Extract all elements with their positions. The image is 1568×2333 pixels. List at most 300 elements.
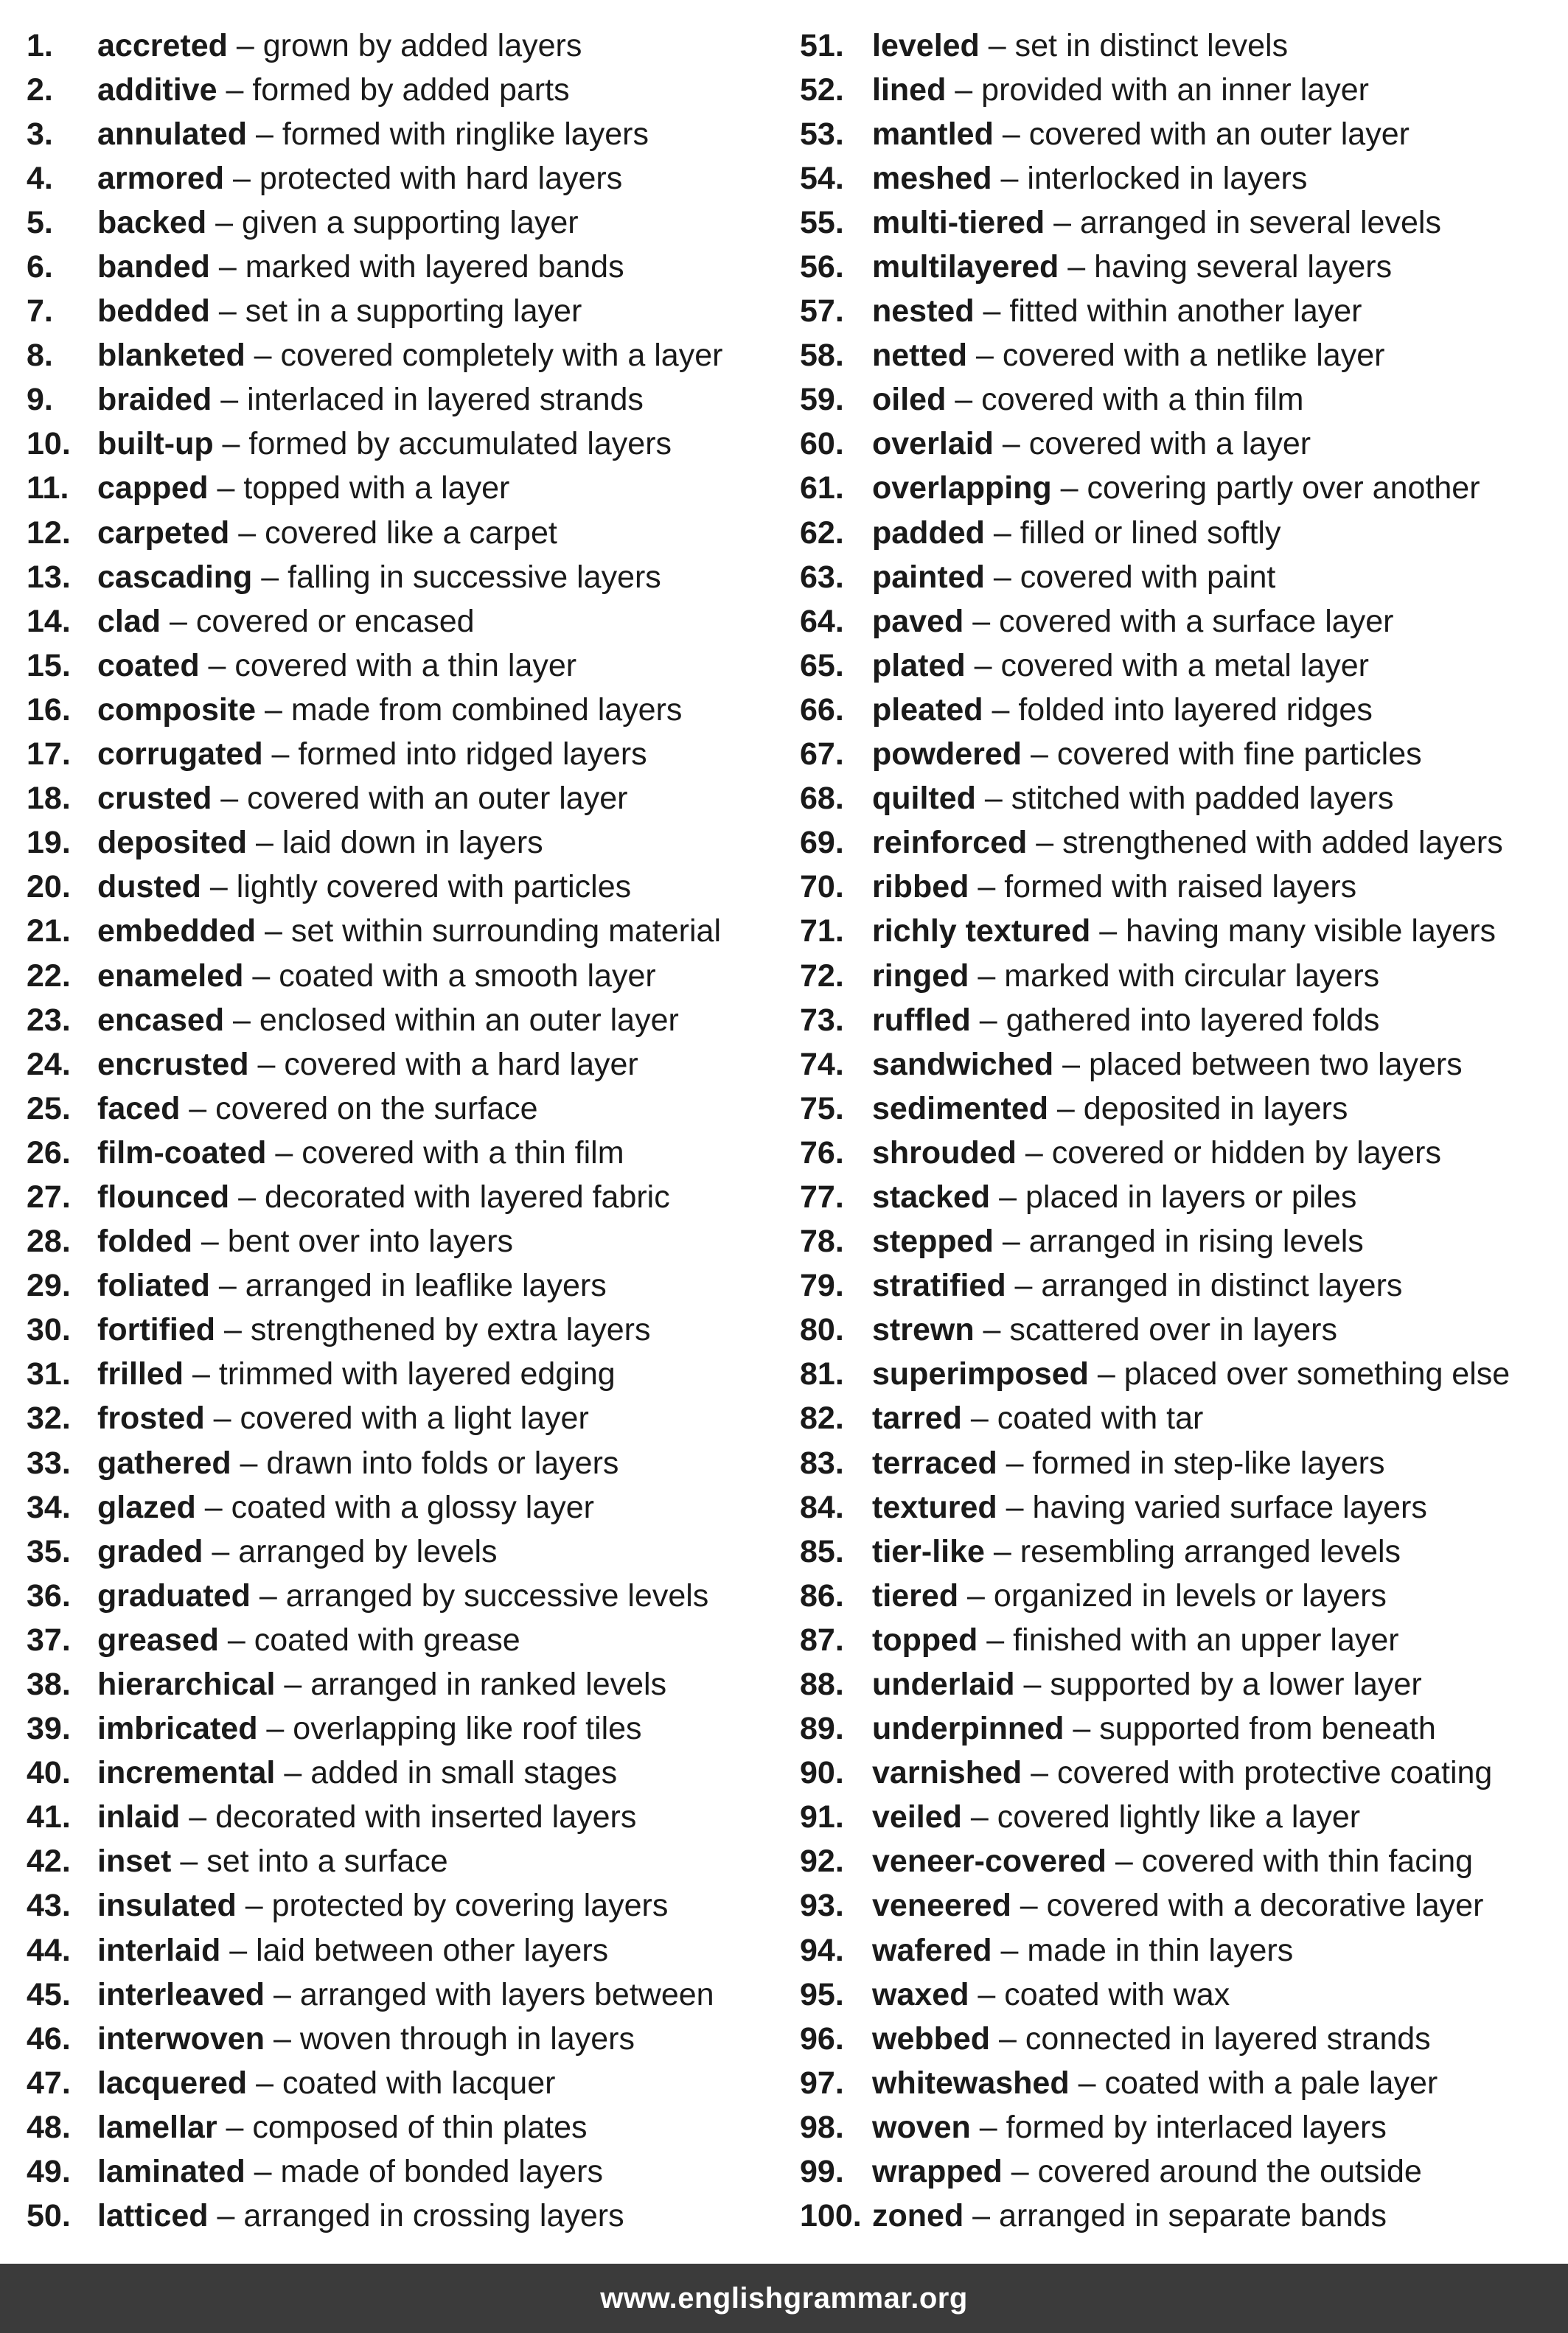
item-definition: covering partly over another [1087, 470, 1480, 506]
item-word: encrusted [97, 1046, 249, 1082]
item-definition: arranged in several levels [1079, 204, 1441, 240]
item-definition: arranged with layers between [299, 1976, 714, 2012]
list-item [800, 1973, 1563, 2017]
list-item [800, 1087, 1563, 1131]
item-separator: – [203, 1533, 239, 1569]
item-word: foliated [97, 1268, 210, 1304]
item-number: 39. [27, 1711, 71, 1747]
item-number: 29. [27, 1268, 71, 1304]
item-number: 17. [27, 736, 71, 773]
item-text [872, 251, 1392, 283]
item-definition: added in small stages [310, 1755, 618, 1791]
item-text [97, 27, 582, 63]
item-number: 52. [800, 72, 844, 108]
item-word: overlapping [872, 470, 1052, 506]
list-item [27, 644, 786, 688]
item-definition: enclosed within an outer layer [259, 1002, 679, 1038]
item-definition: having varied surface layers [1032, 1489, 1427, 1525]
list-item [27, 2194, 786, 2239]
list-item [800, 2105, 1563, 2149]
item-definition: protected by covering layers [271, 1888, 669, 1924]
list-item [27, 1308, 786, 1353]
item-word: additive [97, 72, 217, 108]
item-separator: – [229, 1179, 265, 1215]
item-text [872, 1669, 1422, 1701]
item-separator: – [265, 1976, 300, 2012]
item-definition: grown by added layers [262, 27, 582, 63]
item-separator: – [1006, 1268, 1042, 1304]
item-text [872, 384, 1304, 416]
item-separator: – [1069, 2065, 1105, 2101]
item-text [97, 1533, 498, 1569]
item-number: 64. [800, 603, 844, 639]
item-number: 3. [27, 116, 53, 152]
item-separator: – [212, 382, 248, 418]
list-item [800, 644, 1563, 688]
item-word: interleaved [97, 1976, 265, 2012]
item-definition: coated with lacquer [282, 2065, 556, 2101]
item-word: quilted [872, 781, 976, 817]
item-number: 74. [800, 1046, 844, 1082]
item-number: 10. [27, 426, 71, 462]
list-item [27, 1928, 786, 1973]
item-number: 82. [800, 1401, 844, 1437]
item-text [872, 2065, 1438, 2101]
item-word: fortified [97, 1312, 216, 1348]
item-text [97, 1356, 616, 1392]
list-item [27, 2150, 786, 2194]
item-word: lined [872, 72, 947, 108]
item-text [97, 1445, 619, 1481]
list-item [27, 1707, 786, 1751]
list-item [800, 112, 1563, 156]
item-text [872, 1844, 1474, 1880]
item-definition: placed over something else [1123, 1356, 1510, 1392]
list-item [800, 777, 1563, 821]
item-number: 70. [800, 869, 844, 905]
item-definition: covered with an outer layer [1028, 116, 1410, 152]
list-item [800, 422, 1563, 467]
item-text [872, 340, 1384, 372]
item-text [97, 1976, 714, 2012]
list-item [800, 1530, 1563, 1574]
list-item [800, 2194, 1563, 2239]
item-number: 25. [27, 1090, 71, 1126]
list-item [800, 1441, 1563, 1485]
item-definition: deposited in layers [1083, 1090, 1348, 1126]
item-separator: – [974, 1312, 1010, 1348]
item-word: imbricated [97, 1711, 258, 1747]
item-number: 86. [800, 1577, 844, 1614]
item-number: 35. [27, 1533, 71, 1569]
list-item [800, 733, 1563, 777]
list-item [27, 1662, 786, 1706]
list-item [800, 24, 1563, 68]
list-item [27, 2017, 786, 2061]
item-definition: decorated with inserted layers [215, 1799, 637, 1835]
item-number: 6. [27, 249, 53, 285]
item-word: carpeted [97, 515, 230, 551]
list-item [27, 511, 786, 555]
list-item [27, 245, 786, 289]
item-text [872, 559, 1276, 595]
item-definition: set within surrounding material [290, 913, 722, 949]
list-item [27, 1751, 786, 1796]
item-number: 69. [800, 825, 844, 861]
list-item [27, 1530, 786, 1574]
item-number: 61. [800, 470, 844, 506]
item-number: 63. [800, 559, 844, 595]
item-text [97, 1270, 607, 1302]
list-item [800, 1662, 1563, 1706]
item-text [872, 517, 1280, 549]
item-separator: – [975, 781, 1011, 817]
list-item [27, 24, 786, 68]
item-word: tarred [872, 1401, 962, 1437]
list-item [800, 1220, 1563, 1264]
item-word: topped [872, 1622, 978, 1658]
item-text [97, 116, 649, 152]
item-separator: – [946, 382, 982, 418]
item-definition: marked with circular layers [1004, 958, 1380, 994]
item-definition: coated with a smooth layer [279, 958, 656, 994]
item-number: 47. [27, 2065, 71, 2101]
item-word: frosted [97, 1401, 205, 1437]
item-text [872, 1577, 1387, 1614]
item-word: film-coated [97, 1134, 267, 1171]
item-text [97, 960, 656, 992]
item-number: 58. [800, 338, 844, 374]
item-word: paved [872, 603, 964, 639]
item-separator: – [206, 204, 243, 240]
item-word: stacked [872, 1179, 991, 1215]
item-number: 53. [800, 116, 844, 152]
item-number: 49. [27, 2154, 71, 2190]
item-definition: covered with a light layer [240, 1401, 589, 1437]
item-word: shrouded [872, 1134, 1017, 1171]
item-word: faced [97, 1090, 181, 1126]
item-number: 26. [27, 1134, 71, 1171]
item-definition: made in thin layers [1027, 1932, 1294, 1968]
item-definition: covered or hidden by layers [1051, 1134, 1441, 1171]
item-text [97, 2109, 588, 2145]
item-definition: coated with tar [997, 1401, 1204, 1437]
list-item [800, 467, 1563, 511]
item-separator: – [970, 1002, 1006, 1038]
list-item [800, 1796, 1563, 1840]
item-word: interlaid [97, 1932, 221, 1968]
item-number: 27. [27, 1179, 71, 1215]
item-separator: – [1106, 1844, 1142, 1880]
item-definition: strengthened with added layers [1062, 825, 1503, 861]
item-number: 12. [27, 515, 71, 551]
item-definition: covered with a metal layer [1000, 647, 1369, 683]
list-item [27, 865, 786, 910]
item-word: lacquered [97, 2065, 248, 2101]
item-text [97, 1577, 709, 1614]
item-separator: – [201, 869, 237, 905]
list-item [800, 599, 1563, 644]
list-item [27, 733, 786, 777]
item-text [97, 1669, 666, 1701]
item-separator: – [195, 1489, 231, 1525]
item-number: 1. [27, 27, 53, 63]
item-definition: falling in successive layers [288, 559, 661, 595]
item-separator: – [266, 1134, 302, 1171]
item-word: capped [97, 470, 209, 506]
item-separator: – [215, 1312, 251, 1348]
item-separator: – [245, 338, 281, 374]
item-text [872, 160, 1308, 196]
item-definition: covered with a thin layer [234, 647, 577, 683]
list-item [800, 998, 1563, 1042]
item-number: 21. [27, 913, 71, 949]
item-text [872, 2020, 1431, 2057]
item-definition: composed of thin plates [252, 2109, 588, 2145]
item-word: bedded [97, 293, 210, 329]
item-text [97, 1932, 609, 1968]
word-list-right-column [800, 24, 1563, 2239]
item-word: braided [97, 382, 212, 418]
item-definition: finished with an upper layer [1013, 1622, 1399, 1658]
item-number: 56. [800, 249, 844, 285]
item-word: composite [97, 691, 257, 728]
item-separator: – [1014, 1667, 1050, 1703]
item-text [97, 691, 683, 728]
item-number: 33. [27, 1445, 71, 1481]
item-number: 38. [27, 1667, 71, 1703]
item-number: 54. [800, 160, 844, 196]
item-text [872, 2109, 1387, 2145]
item-separator: – [245, 2154, 281, 2190]
item-separator: – [992, 160, 1028, 196]
item-number: 32. [27, 1401, 71, 1437]
item-number: 75. [800, 1090, 844, 1126]
item-word: enameled [97, 958, 244, 994]
list-item [27, 1087, 786, 1131]
item-word: netted [872, 338, 967, 374]
item-text [97, 160, 623, 196]
item-word: ruffled [872, 1002, 971, 1038]
item-word: stratified [872, 1268, 1006, 1304]
item-word: backed [97, 204, 207, 240]
item-separator: – [247, 825, 282, 861]
item-number: 60. [800, 426, 844, 462]
item-number: 4. [27, 160, 53, 196]
item-text [872, 1270, 1402, 1302]
list-item [27, 1796, 786, 1840]
item-separator: – [204, 1401, 240, 1437]
item-separator: – [224, 160, 259, 196]
item-number: 43. [27, 1888, 71, 1924]
item-definition: woven through in layers [299, 2020, 635, 2057]
item-text [97, 827, 543, 859]
item-separator: – [997, 1445, 1033, 1481]
website-url: www.englishgrammar.org [600, 2281, 968, 2315]
item-separator: – [1053, 1046, 1089, 1082]
item-text [97, 913, 722, 949]
item-word: graded [97, 1533, 203, 1569]
list-item [800, 688, 1563, 732]
item-number: 96. [800, 2020, 844, 2057]
list-item [27, 1264, 786, 1308]
item-definition: covered with thin facing [1141, 1844, 1474, 1880]
item-number: 68. [800, 781, 844, 817]
item-definition: coated with a pale layer [1104, 2065, 1438, 2101]
item-word: hierarchical [97, 1667, 276, 1703]
list-item [27, 910, 786, 954]
item-definition: set in distinct levels [1014, 27, 1289, 63]
item-number: 87. [800, 1622, 844, 1658]
list-item [27, 422, 786, 467]
item-text [97, 251, 624, 283]
item-word: multilayered [872, 249, 1059, 285]
list-item [27, 112, 786, 156]
list-item [27, 2061, 786, 2105]
item-word: woven [872, 2109, 971, 2145]
item-separator: – [964, 603, 1000, 639]
item-text [97, 1401, 589, 1437]
item-word: laminated [97, 2154, 245, 2190]
list-item [27, 2105, 786, 2149]
item-separator: – [257, 1711, 293, 1747]
item-text [872, 1713, 1436, 1745]
item-definition: decorated with layered fabric [264, 1179, 670, 1215]
item-separator: – [993, 1224, 1029, 1260]
item-word: flounced [97, 1179, 230, 1215]
item-number: 98. [800, 2109, 844, 2145]
item-number: 59. [800, 382, 844, 418]
item-text [97, 1314, 650, 1346]
item-separator: – [1064, 1711, 1100, 1747]
item-separator: – [275, 1755, 311, 1791]
item-text [97, 1134, 624, 1171]
list-item [27, 1973, 786, 2017]
item-number: 73. [800, 1002, 844, 1038]
item-text [872, 1489, 1427, 1525]
item-definition: given a supporting layer [242, 204, 579, 240]
item-word: sedimented [872, 1090, 1048, 1126]
item-word: mantled [872, 116, 994, 152]
list-item [800, 555, 1563, 599]
item-number: 62. [800, 515, 844, 551]
item-text [97, 1757, 617, 1789]
item-number: 14. [27, 603, 71, 639]
list-item [800, 910, 1563, 954]
item-number: 99. [800, 2154, 844, 2190]
item-word: powdered [872, 736, 1022, 773]
item-definition: bent over into layers [227, 1224, 514, 1260]
item-definition: organized in levels or layers [993, 1577, 1387, 1614]
item-text [872, 1134, 1441, 1171]
item-definition: covered with a thin film [302, 1134, 624, 1171]
item-separator: – [1002, 2154, 1038, 2190]
item-word: armored [97, 160, 225, 196]
item-number: 94. [800, 1932, 844, 1968]
item-separator: – [964, 2198, 1000, 2234]
item-text [97, 340, 722, 372]
item-separator: – [209, 293, 245, 329]
item-text [97, 559, 661, 595]
item-word: ribbed [872, 869, 969, 905]
item-number: 28. [27, 1224, 71, 1260]
item-word: annulated [97, 116, 248, 152]
item-word: incremental [97, 1755, 276, 1791]
item-number: 48. [27, 2109, 71, 2145]
item-number: 89. [800, 1711, 844, 1747]
item-number: 72. [800, 958, 844, 994]
list-item [27, 1884, 786, 1928]
item-definition: interlocked in layers [1027, 160, 1308, 196]
item-definition: arranged in ranked levels [310, 1667, 667, 1703]
item-word: ringed [872, 958, 969, 994]
list-item [27, 1353, 786, 1397]
item-text [872, 1976, 1230, 2012]
item-separator: – [217, 2109, 253, 2145]
item-definition: arranged in crossing layers [243, 2198, 624, 2234]
item-text [97, 472, 509, 504]
list-item [27, 1574, 786, 1618]
item-definition: covered with a netlike layer [1002, 338, 1385, 374]
item-text [872, 960, 1379, 992]
list-item [800, 334, 1563, 378]
item-word: reinforced [872, 825, 1028, 861]
item-word: veneered [872, 1888, 1011, 1924]
item-text [872, 1799, 1361, 1835]
item-word: wrapped [872, 2154, 1003, 2190]
item-number: 85. [800, 1533, 844, 1569]
list-item [27, 156, 786, 200]
item-separator: – [993, 426, 1029, 462]
item-text [872, 2156, 1422, 2188]
item-separator: – [984, 515, 1020, 551]
item-word: interwoven [97, 2020, 265, 2057]
item-text [872, 2200, 1387, 2232]
item-number: 81. [800, 1356, 844, 1392]
item-number: 77. [800, 1179, 844, 1215]
item-word: strewn [872, 1312, 975, 1348]
list-item [800, 821, 1563, 865]
list-item [800, 954, 1563, 998]
item-text [97, 1489, 594, 1525]
item-definition: filled or lined softly [1020, 515, 1281, 551]
item-number: 11. [27, 470, 69, 506]
item-text [97, 1090, 538, 1126]
list-item [800, 1131, 1563, 1175]
list-item [800, 1840, 1563, 1884]
item-word: wafered [872, 1932, 992, 1968]
item-text [97, 428, 672, 460]
list-item [27, 1840, 786, 1884]
item-definition: coated with grease [254, 1622, 520, 1658]
item-definition: arranged in distinct layers [1041, 1268, 1403, 1304]
item-definition: stitched with padded layers [1011, 781, 1394, 817]
item-number: 5. [27, 204, 53, 240]
list-item [27, 1618, 786, 1662]
item-definition: arranged in rising levels [1028, 1224, 1364, 1260]
item-text [872, 1890, 1483, 1922]
item-definition: resembling arranged levels [1020, 1533, 1401, 1569]
list-item [800, 1884, 1563, 1928]
list-item [27, 777, 786, 821]
list-item [27, 688, 786, 732]
item-number: 66. [800, 691, 844, 728]
item-number: 65. [800, 647, 844, 683]
item-separator: – [247, 2065, 282, 2101]
item-number: 80. [800, 1312, 844, 1348]
list-item [800, 1175, 1563, 1219]
item-text [97, 1226, 513, 1258]
